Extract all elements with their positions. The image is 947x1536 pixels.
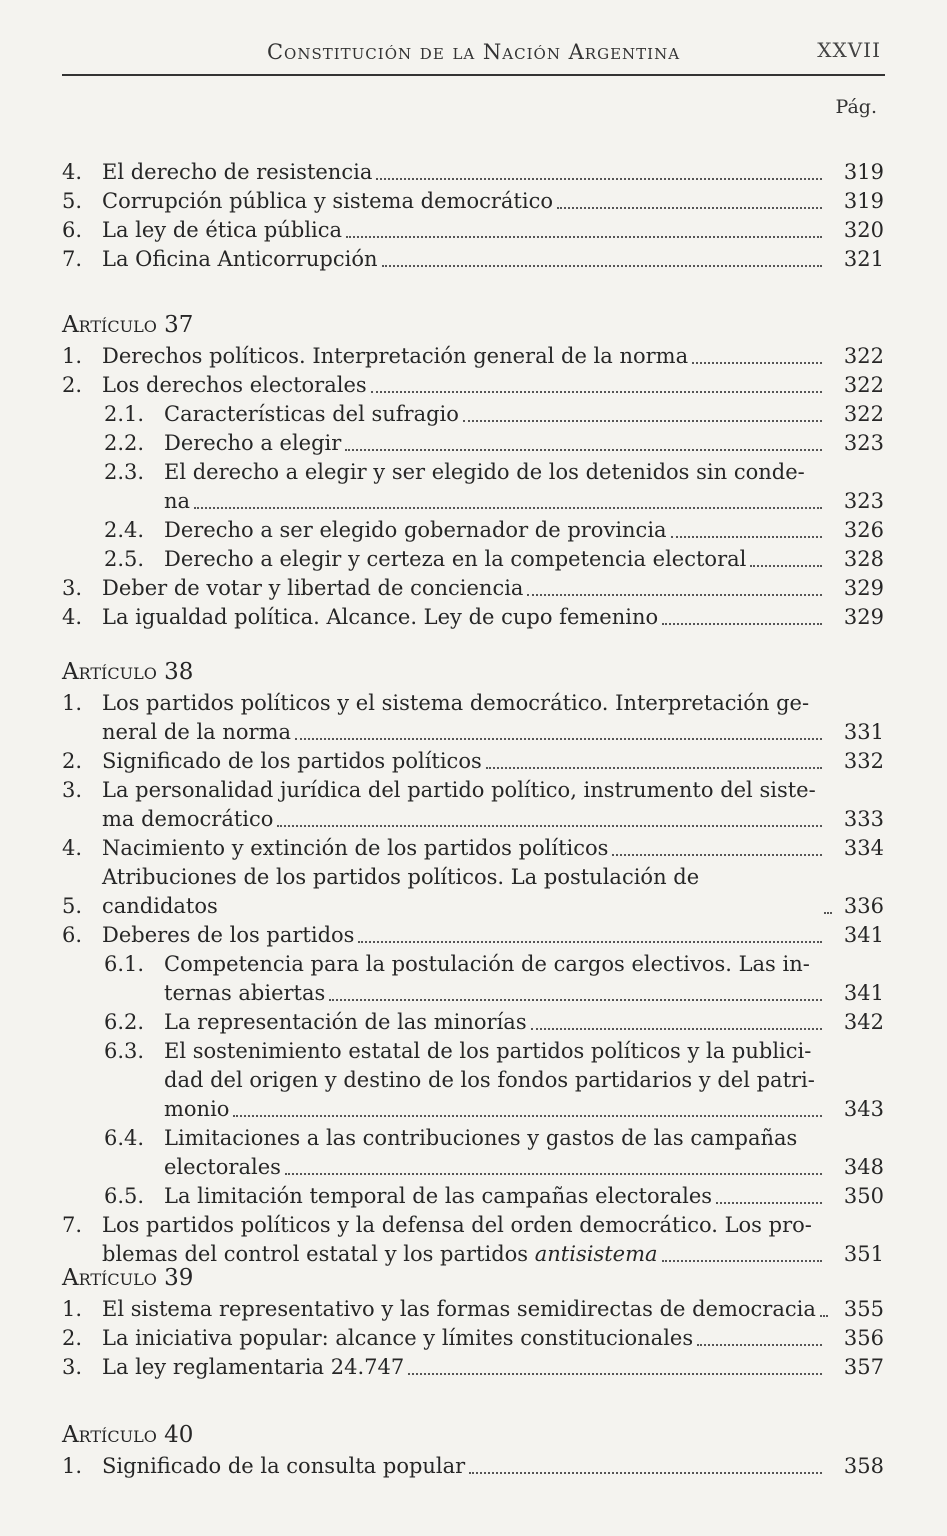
entry-page: 322 [843,402,884,426]
entry-text [102,342,828,371]
entry-label: La representación de las minorías [164,1010,527,1034]
toc-entry [62,1295,884,1324]
toc-entry-continuation [62,979,884,1008]
entry-text [164,487,828,516]
entry-text [102,776,828,805]
entry-number: 1. [62,344,83,368]
entry-page: 342 [843,1010,884,1034]
leader-dots [371,390,822,393]
entry-number: 4. [62,836,83,860]
leader-dots [612,853,822,856]
entry-page: 356 [843,1326,884,1350]
toc-entry [62,342,884,371]
entry-label: Nacimiento y extinción de los partidos políticos [102,836,609,860]
leader-dots [662,622,822,625]
entry-number: 2.5. [104,547,145,571]
entry-page: 329 [843,605,884,629]
entry-page: 341 [843,981,884,1005]
toc-entry [62,216,884,245]
leader-dots [662,1259,822,1262]
entry-label: electorales [164,1155,281,1179]
entry-label: La Oficina Anticorrupción [102,247,378,271]
leader-dots [671,535,822,538]
entry-number: 2.2. [104,431,145,455]
entry-text [164,516,828,545]
toc-entry-continuation [62,718,884,747]
toc-entry-continuation [62,487,884,516]
entry-label: Derecho a elegir y certeza en la competencia electoral [164,547,747,571]
leader-dots [557,206,822,209]
toc-entry [62,603,884,632]
entry-page: 334 [843,836,884,860]
leader-dots [329,998,822,1001]
toc-entry [62,245,884,274]
toc-entry [62,429,884,458]
entry-page: 351 [843,1242,884,1266]
entry-number: 3. [62,576,83,600]
entry-label: Los partidos políticos y el sistema democrático. Interpretación ge- [102,691,810,715]
article-heading: Artículo 38 [62,659,194,685]
entry-label: Significado de la consulta popular [102,1454,466,1478]
entry-label: Los derechos electorales [102,373,367,397]
leader-dots [376,177,822,180]
entry-text [102,1324,828,1353]
toc-entry [62,950,884,979]
entry-text [102,1353,828,1382]
entry-text [102,1295,828,1324]
entry-text [164,1066,828,1095]
entry-number: 6. [62,218,83,242]
entry-page: 320 [843,218,884,242]
toc-entry-continuation [62,1095,884,1124]
leader-dots [463,419,822,422]
entry-text [102,574,828,603]
entry-number: 4. [62,160,83,184]
leader-dots [408,1372,822,1375]
article-heading: Artículo 37 [62,312,194,338]
entry-page: 350 [843,1184,884,1208]
entry-text [164,950,828,979]
entry-label: Derecho a elegir [164,431,342,455]
entry-page: 358 [843,1454,884,1478]
entry-number: 3. [62,1355,83,1379]
entry-text [102,158,828,187]
entry-number: 1. [62,691,83,715]
entry-page: 322 [843,344,884,368]
entry-number: 7. [62,247,83,271]
entry-page: 336 [843,894,884,918]
entry-label: Derechos políticos. Interpretación general de la norma [102,344,689,368]
leader-dots [716,1201,822,1204]
entry-label: El sostenimiento estatal de los partidos políticos y la publici- [164,1039,812,1063]
entry-label: ma democrático [102,807,274,831]
leader-dots [531,1027,822,1030]
leader-dots [277,824,822,827]
toc-entry [62,371,884,400]
entry-label: Significado de los partidos políticos [102,749,482,773]
toc-section [62,158,884,274]
page-folio: XXVII [817,38,881,62]
toc-entry [62,747,884,776]
entry-number: 6.3. [104,1039,145,1063]
toc-entry-continuation [62,805,884,834]
entry-page: 343 [843,1097,884,1121]
entry-page: 341 [843,923,884,947]
leader-dots [820,1314,828,1317]
entry-number: 2.1. [104,402,145,426]
toc-section [62,1420,884,1481]
entry-label: Deber de votar y libertad de conciencia [102,576,524,600]
toc-entry [62,574,884,603]
entry-number: 6.2. [104,1010,145,1034]
entry-page: 319 [843,189,884,213]
entry-label: neral de la norma [102,720,291,744]
entry-text [102,603,828,632]
toc-entry [62,689,884,718]
toc-entry [62,1182,884,1211]
entry-label: El derecho a elegir y ser elegido de los detenidos sin conde- [164,460,805,484]
entry-text [164,1037,828,1066]
entry-text [102,216,828,245]
entry-label: La igualdad política. Alcance. Ley de cupo femenino [102,605,659,629]
entry-text [164,1182,828,1211]
entry-label: blemas del control estatal y los partidos antisistema [102,1242,658,1266]
toc-entry [62,1124,884,1153]
entry-page: 328 [843,547,884,571]
entry-label: La iniciativa popular: alcance y límites constitucionales [102,1326,694,1350]
entry-page: 348 [843,1155,884,1179]
article-heading: Artículo 39 [62,1265,194,1291]
entry-text [164,545,828,574]
entry-label: Deberes de los partidos [102,923,355,947]
entry-label: Competencia para la postulación de cargos electivos. Las in- [164,952,810,976]
entry-label: na [164,489,191,513]
entry-label: El derecho de resistencia [102,160,373,184]
entry-text [102,747,828,776]
leader-dots [358,940,822,943]
toc-entry [62,1324,884,1353]
entry-page: 355 [843,1297,884,1321]
entry-number: 7. [62,1213,83,1237]
leader-dots [750,564,822,567]
entry-label: La limitación temporal de las campañas electorales [164,1184,713,1208]
entry-text [102,245,828,274]
running-title: Constitución de la Nación Argentina [266,40,681,64]
leader-dots [285,1172,822,1175]
entry-number: 4. [62,605,83,629]
toc-entry [62,1008,884,1037]
entry-page: 326 [843,518,884,542]
entry-number: 2.3. [104,460,145,484]
leader-dots [486,766,822,769]
entry-text [102,805,828,834]
entry-page: 323 [843,489,884,513]
toc-entry-continuation [62,1066,884,1095]
entry-number: 1. [62,1297,83,1321]
toc-entry [62,1452,884,1481]
toc-entry [62,516,884,545]
entry-label: La ley de ética pública [102,218,343,242]
toc-entry [62,1211,884,1240]
entry-number: 2. [62,1326,83,1350]
toc-entry [62,187,884,216]
entry-page: 333 [843,807,884,831]
entry-label: La ley reglamentaria 24.747 [102,1355,405,1379]
toc-entry [62,458,884,487]
leader-dots [295,737,822,740]
leader-dots [382,264,822,267]
entry-label: El sistema representativo y las formas semidirectas de democracia [102,1297,816,1321]
entry-page: 329 [843,576,884,600]
toc-entry [62,158,884,187]
entry-number: 1. [62,1454,83,1478]
entry-label: Limitaciones a las contribuciones y gastos de las campañas [164,1126,798,1150]
entry-page: 322 [843,373,884,397]
toc-entry [62,776,884,805]
entry-number: 2. [62,373,83,397]
entry-label: dad del origen y destino de los fondos partidarios y del patri- [164,1068,815,1092]
entry-number: 6.1. [104,952,145,976]
leader-dots [692,361,822,364]
article-heading: Artículo 40 [62,1422,194,1448]
entry-text [164,1008,828,1037]
entry-label: Corrupción pública y sistema democrático [102,189,553,213]
entry-number: 3. [62,778,83,802]
entry-number: 6.4. [104,1126,145,1150]
leader-dots [194,506,822,509]
entry-label: monio [164,1097,230,1121]
entry-number: 6.5. [104,1184,145,1208]
toc-entry [62,400,884,429]
entry-text [164,1095,828,1124]
entry-text [102,921,828,950]
entry-text [164,1124,828,1153]
toc-entry [62,921,884,950]
entry-number: 6. [62,923,83,947]
entry-text [102,371,828,400]
entry-label: ternas abiertas [164,981,326,1005]
toc-entry [62,1353,884,1382]
entry-label: La personalidad jurídica del partido político, instrumento del siste- [102,778,816,802]
toc-entry [62,863,884,921]
entry-label-emphasis: antisistema [534,1242,658,1266]
entry-text [164,429,828,458]
leader-dots [469,1471,822,1474]
entry-number: 2. [62,749,83,773]
toc-entry-continuation [62,1153,884,1182]
entry-page: 357 [843,1355,884,1379]
entry-number: 5. [62,189,83,213]
leader-dots [233,1114,822,1117]
entry-page: 332 [843,749,884,773]
entry-label: Atribuciones de los partidos políticos. La postulación de candidatos [102,865,700,918]
leader-dots [697,1343,822,1346]
toc-entry [62,834,884,863]
entry-text [164,979,828,1008]
toc-section [62,657,884,1269]
entry-text [102,834,828,863]
toc-entry [62,1037,884,1066]
entry-text [102,1452,828,1481]
entry-text [102,1211,828,1240]
toc-section [62,310,884,632]
entry-text [164,400,828,429]
leader-dots [346,235,822,238]
entry-text [102,689,828,718]
entry-text [164,1153,828,1182]
entry-number: 2.4. [104,518,145,542]
leader-dots [527,593,822,596]
entry-label: Los partidos políticos y la defensa del orden democrático. Los pro- [102,1213,812,1237]
entry-text [102,187,828,216]
pag-column-label: Pág. [835,96,877,118]
entry-text [164,458,828,487]
entry-page: 319 [843,160,884,184]
toc-entry [62,545,884,574]
entry-label: Derecho a ser elegido gobernador de provincia [164,518,667,542]
entry-page: 323 [843,431,884,455]
entry-label: Características del sufragio [164,402,459,426]
leader-dots [345,448,822,451]
running-head [62,36,885,76]
entry-page: 331 [843,720,884,744]
entry-page: 321 [843,247,884,271]
entry-number: 5. [62,894,83,918]
entry-text [102,863,828,921]
toc-section [62,1263,884,1382]
entry-text [102,718,828,747]
